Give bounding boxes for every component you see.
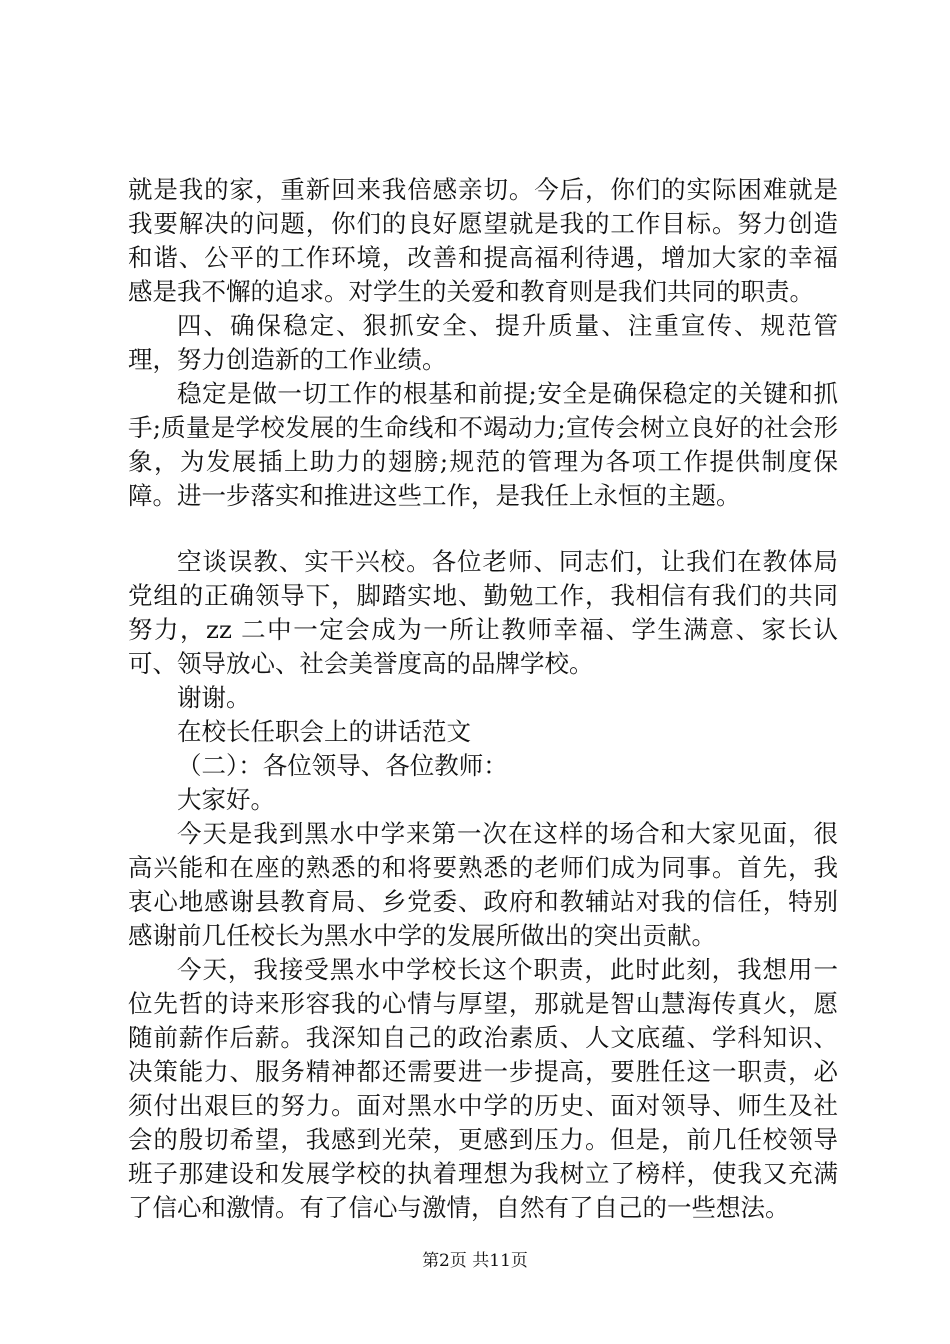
paragraph-responsibility: 今天，我接受黑水中学校长这个职责，此时此刻，我想用一位先哲的诗来形容我的心情与厚望，那就是智山慧海传真火，愿随前薪作后薪。我深知自己的政治素质、人文底蕴、学科知识、决策能力、服务精神都还需要进一步提高，要胜任这一职责，必须付出艰巨的努力。面对黑水中学的历史、面对领导、师生及社会的殷切希望，我感到光荣，更感到压力。但是，前几任校领导班子那建设和发展学校的执着理想为我树立了榜样，使我又充满了信心和激情。有了信心与激情，自然有了自己的一些想法。 xyxy=(128,955,838,1222)
paragraph-salutation: （二）：各位领导、各位教师： xyxy=(177,751,508,780)
paragraph-thanks: 谢谢。 xyxy=(177,683,251,712)
document-body xyxy=(128,173,838,1225)
paragraph-continuation: 就是我的家，重新回来我倍感亲切。今后，你们的实际困难就是我要解决的问题，你们的良好愿望就是我的工作目标。努力创造和谐、公平的工作环境，改善和提高福利待遇，增加大家的幸福感是我不懈的追求。对学生的关爱和教育则是我们共同的职责。 xyxy=(128,175,838,306)
paragraph-closing: 空谈误教、实干兴校。各位老师、同志们，让我们在教体局党组的正确领导下，脚踏实地、勤勉工作，我相信有我们的共同努力，zz 二中一定会成为一所让教师幸福、学生满意、家长认可、领导放心、社会美誉度高的品牌学校。 xyxy=(128,547,838,678)
page-number-footer: 第2页 共11页 xyxy=(422,1251,528,1271)
paragraph-greeting: 大家好。 xyxy=(177,785,275,814)
paragraph-introduction: 今天是我到黑水中学来第一次在这样的场合和大家见面，很高兴能和在座的熟悉的和将要熟悉的老师们成为同事。首先，我衷心地感谢县教育局、乡党委、政府和教辅站对我的信任，特别感谢前几任校长为黑水中学的发展所做出的突出贡献。 xyxy=(128,819,838,950)
paragraph-speech-title: 在校长任职会上的讲话范文 xyxy=(177,717,471,746)
paragraph-section-four-heading: 四、确保稳定、狠抓安全、提升质量、注重宣传、规范管理，努力创造新的工作业绩。 xyxy=(128,311,838,374)
paragraph-stability: 稳定是做一切工作的根基和前提;安全是确保稳定的关键和抓手;质量是学校发展的生命线和不竭动力;宣传会树立良好的社会形象，为发展插上助力的翅膀;规范的管理为各项工作提供制度保障。进一步落实和推进这些工作，是我任上永恒的主题。 xyxy=(128,379,838,510)
